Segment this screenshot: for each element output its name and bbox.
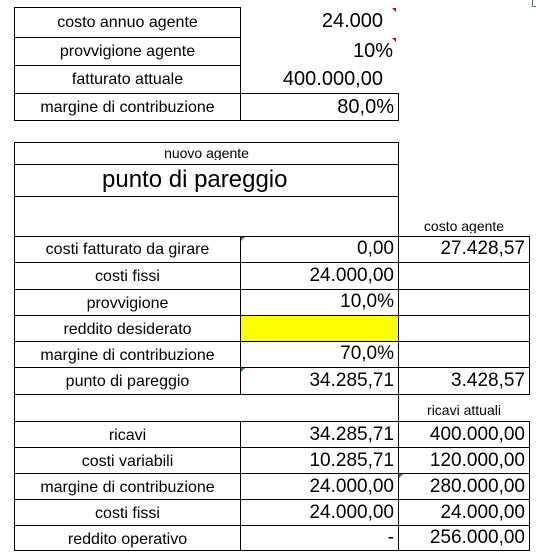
row-value-costi-fissi[interactable]: 24.000,00 — [309, 266, 394, 285]
row-label-reddito-desiderato[interactable]: reddito desiderato — [63, 322, 192, 338]
row-label-punto-pareggio[interactable]: punto di pareggio — [65, 374, 190, 390]
bottom-extra-costi-fissi[interactable]: 24.000,00 — [440, 503, 525, 522]
row-label-costi-fatturato[interactable]: costi fatturato da girare — [45, 242, 210, 258]
top-value-fatturato[interactable]: 400.000,00 — [282, 69, 383, 89]
bottom-label-costi-fissi[interactable]: costi fissi — [95, 506, 160, 522]
row-label-provvigione[interactable]: provvigione — [86, 296, 169, 312]
top-label-margine[interactable]: margine di contribuzione — [40, 100, 215, 116]
bottom-extra-costi-variabili[interactable]: 120.000,00 — [429, 451, 525, 470]
bottom-extra-margine[interactable]: 280.000,00 — [429, 477, 525, 496]
top-label-provvigione[interactable]: provvigione agente — [59, 44, 196, 60]
top-label-fatturato[interactable]: fatturato attuale — [71, 72, 184, 88]
bottom-value-costi-fissi[interactable]: 24.000,00 — [309, 503, 394, 522]
subtitle-nuovo-agente[interactable]: nuovo agente — [164, 146, 249, 160]
row-value-punto-pareggio[interactable]: 34.285,71 — [309, 371, 394, 390]
bottom-value-ricavi[interactable]: 34.285,71 — [309, 425, 394, 444]
bottom-label-costi-variabili[interactable]: costi variabili — [81, 454, 174, 470]
bottom-value-reddito-operativo[interactable]: - — [387, 528, 394, 547]
row-label-margine-contribuzione[interactable]: margine di contribuzione — [40, 348, 215, 364]
bottom-label-margine[interactable]: margine di contribuzione — [40, 480, 215, 496]
comment-marker — [392, 8, 396, 12]
col-header-costo-agente[interactable]: costo agente — [423, 219, 505, 233]
row-extra-costi-fatturato[interactable]: 27.428,57 — [440, 239, 525, 258]
bottom-value-costi-variabili[interactable]: 10.285,71 — [309, 451, 394, 470]
row-extra-punto-pareggio[interactable]: 3.428,57 — [451, 371, 525, 390]
top-value-costo-annuo[interactable]: 24.000 — [321, 11, 383, 31]
row-label-costi-fissi[interactable]: costi fissi — [95, 269, 160, 285]
header-ricavi-attuali[interactable]: ricavi attuali — [427, 403, 501, 417]
row-value-costi-fatturato[interactable]: 0,00 — [357, 239, 394, 258]
row-value-margine-contribuzione[interactable]: 70,0% — [340, 344, 394, 363]
bottom-extra-ricavi[interactable]: 400.000,00 — [429, 425, 525, 444]
title-punto-di-pareggio[interactable]: punto di pareggio — [102, 168, 288, 192]
bottom-extra-reddito-operativo[interactable]: 256.000,00 — [429, 528, 525, 547]
selection-edge — [532, 6, 536, 7]
bottom-value-margine[interactable]: 24.000,00 — [309, 477, 394, 496]
bottom-label-reddito-operativo[interactable]: reddito operativo — [67, 532, 188, 548]
bottom-label-ricavi[interactable]: ricavi — [108, 428, 147, 444]
comment-marker — [392, 38, 396, 42]
top-value-margine[interactable]: 80,0% — [337, 97, 394, 117]
top-value-provvigione[interactable]: 10% — [352, 41, 393, 61]
top-label-costo-annuo[interactable]: costo annuo agente — [57, 15, 198, 31]
reddito-desiderato-input[interactable] — [241, 316, 398, 341]
row-value-provvigione[interactable]: 10,0% — [340, 292, 394, 311]
